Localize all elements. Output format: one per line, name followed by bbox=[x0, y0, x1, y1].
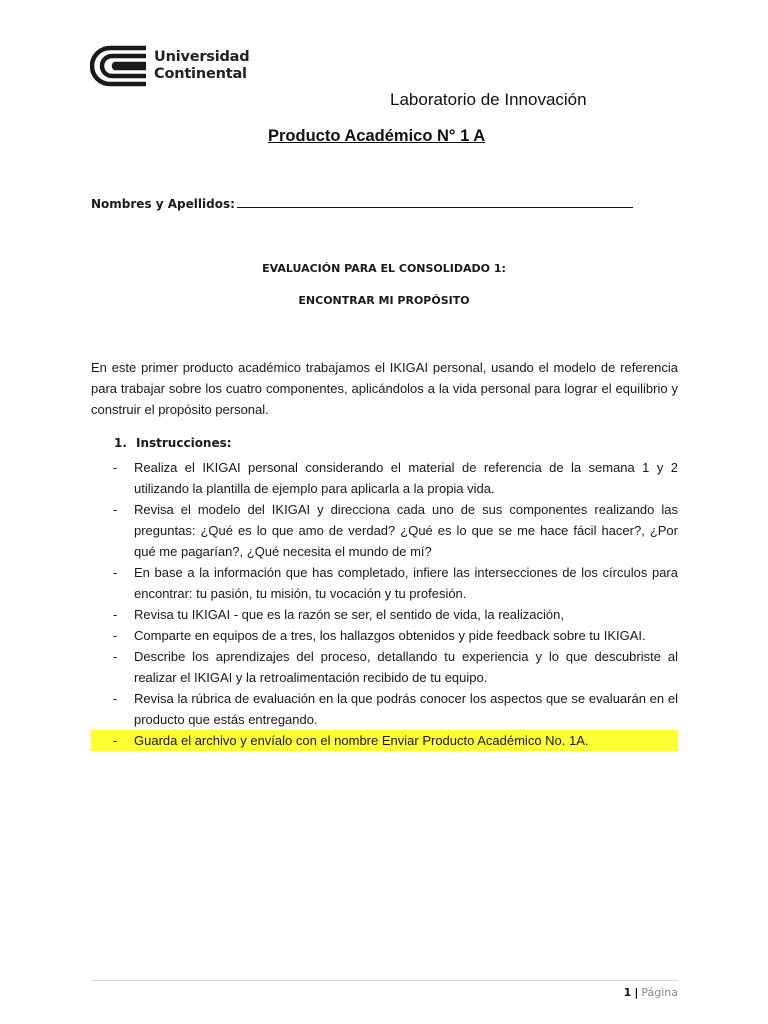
list-item-text: Revisa la rúbrica de evaluación en la que podrás conocer los aspectos que se evaluarán en el producto que estás entregando. bbox=[134, 691, 678, 727]
list-dash: - bbox=[113, 628, 118, 643]
list-dash: - bbox=[113, 607, 118, 622]
list-item bbox=[91, 646, 678, 688]
list-dash: - bbox=[113, 460, 118, 475]
list-item bbox=[91, 688, 678, 730]
footer-divider bbox=[91, 980, 678, 981]
list-item-text: Describe los aprendizajes del proceso, detallando tu experiencia y lo que descubriste al realizar el IKIGAI y la retroalimentación recibido de tu equipo. bbox=[134, 649, 678, 685]
instructions-list bbox=[91, 457, 678, 751]
instructions-heading bbox=[114, 436, 232, 450]
list-item-text: Revisa tu IKIGAI - que es la razón se ser, el sentido de vida, la realización, bbox=[134, 607, 564, 622]
list-item bbox=[91, 562, 678, 604]
list-item bbox=[91, 457, 678, 499]
list-item-text: Guarda el archivo y envíalo con el nombre Enviar Producto Académico No. 1A. bbox=[134, 733, 589, 748]
list-item bbox=[91, 499, 678, 562]
list-dash: - bbox=[113, 733, 118, 748]
footer-separator: | bbox=[634, 986, 639, 999]
list-item-text: Comparte en equipos de a tres, los hallazgos obtenidos y pide feedback sobre tu IKIGAI. bbox=[134, 628, 646, 643]
university-name bbox=[154, 49, 249, 83]
page-footer bbox=[624, 986, 678, 999]
lab-title: Laboratorio de Innovación bbox=[390, 90, 587, 109]
list-item bbox=[91, 625, 678, 646]
list-item-text: Realiza el IKIGAI personal considerando el material de referencia de la semana 1 y 2 utilizando la plantilla de ejemplo para aplicarla a la propia vida. bbox=[134, 460, 678, 496]
page-label: Página bbox=[641, 986, 678, 999]
list-item bbox=[91, 604, 678, 625]
university-name-line2: Continental bbox=[154, 66, 247, 82]
names-label: Nombres y Apellidos: bbox=[91, 197, 235, 211]
list-dash: - bbox=[113, 691, 118, 706]
names-field bbox=[91, 196, 633, 211]
list-item-text: En base a la información que has completado, infiere las intersecciones de los círculos para encontrar: tu pasión, tu misión, tu vocación y tu profesión. bbox=[134, 565, 678, 601]
list-dash: - bbox=[113, 502, 118, 517]
instructions-number: 1. bbox=[114, 436, 127, 450]
list-item-text: Revisa el modelo del IKIGAI y direcciona cada uno de sus componentes realizando las preguntas: ¿Qué es lo que amo de verdad? ¿Qué es lo que se me hace fácil hacer?, ¿Por qué me pagarían?, ¿Qué necesita el mundo de mí? bbox=[134, 502, 678, 559]
list-item-highlighted bbox=[91, 730, 678, 751]
page-number: 1 bbox=[623, 986, 632, 999]
university-logo-icon bbox=[90, 44, 148, 88]
instructions-title: Instrucciones: bbox=[136, 436, 232, 450]
list-dash: - bbox=[113, 649, 118, 664]
university-logo bbox=[90, 44, 249, 88]
list-dash: - bbox=[113, 565, 118, 580]
university-name-line1: Universidad bbox=[154, 49, 250, 65]
evaluation-heading: EVALUACIÓN PARA EL CONSOLIDADO 1: bbox=[262, 262, 506, 275]
intro-paragraph: En este primer producto académico trabajamos el IKIGAI personal, usando el modelo de referencia para trabajar sobre los cuatro componentes, aplicándolos a la vida personal para lograr el equilibrio y construir el propósito personal. bbox=[91, 360, 678, 417]
product-title: Producto Académico N° 1 A bbox=[268, 127, 486, 145]
purpose-heading: ENCONTRAR MI PROPÓSITO bbox=[298, 294, 470, 307]
names-blank-line bbox=[237, 196, 633, 208]
